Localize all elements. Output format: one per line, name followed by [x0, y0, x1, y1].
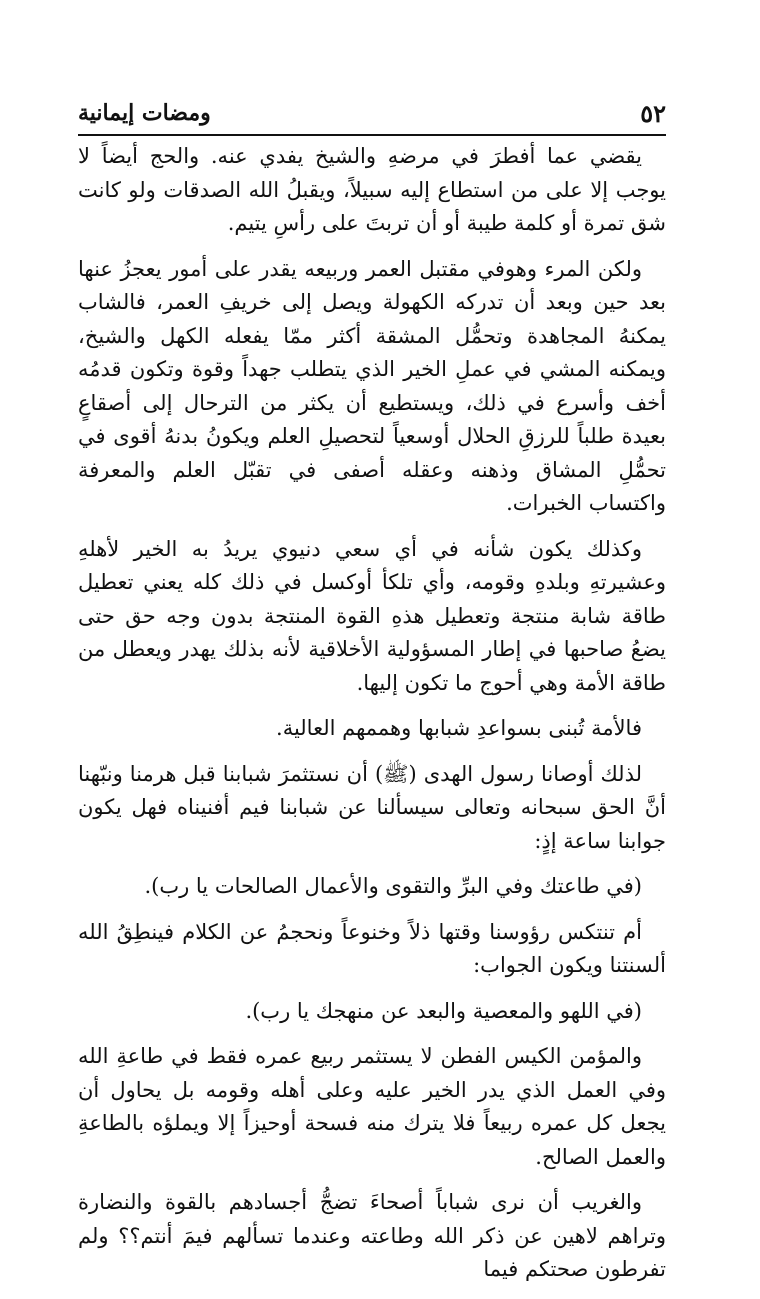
book-title: ومضات إيمانية [78, 100, 211, 126]
paragraph: وكذلك يكون شأنه في أي سعي دنيوي يريدُ به الخير لأهلهِ وعشيرتهِ وبلدهِ وقومه، وأي تلكأ أوكسل في ذلك كله يعني تعطيل طاقة شابة منتجة وتعطيل هذهِ القوة المنتجة بدون وجه حق حتى يضعُ صاحبها في إطار المسؤولية الأخلاقية لأنه بذلك يهدر ويعطل من طاقة الأمة وهي أحوج ما تكون إليها. [78, 536, 666, 695]
paragraph: فالأمة تُبنى بسواعدِ شبابها وهممهم العالية. [276, 716, 642, 740]
paragraph: يقضي عما أفطرَ في مرضهِ والشيخ يفدي عنه. والحج أيضاً لا يوجب إلا على من استطاع إليه سبيلاً، ويقبلُ الله الصدقات ولو كانت شق تمرة أو كلمة طيبة أو أن تربتَ على رأسِ يتيم. [78, 144, 666, 235]
page-number: ٥٢ [640, 98, 666, 128]
page-body [78, 140, 666, 1299]
paragraph: ولكن المرء وهوفي مقتبل العمر وربيعه يقدر على أمور يعجزُ عنها بعد حين وبعد أن تدركه الكهولة ويصل إلى خريفِ العمر، فالشاب يمكنهُ المجاهدة وتحمُّل المشقة أكثر ممّا يفعله الكهل والشيخ، ويمكنه المشي في عملِ الخير الذي يتطلب جهداً وقوة وتكون قدمُه أخف وأسرع في ذلك، ويستطيع أن يكثر من الترحال إلى أصقاعٍ بعيدة طلباً للرزقِ الحلال أوسعياً لتحصيلِ العلم ويكونُ بدنهُ أقوى في تحمُّلِ المشاق وذهنه وعقله أصفى في تقبّل العلم والمعرفة واكتساب الخبرات. [78, 256, 666, 515]
quoted-answer: (في اللهو والمعصية والبعد عن منهجك يا رب). [245, 998, 642, 1023]
running-head [78, 96, 666, 130]
paragraph: والغريب أن نرى شباباً أصحاءَ تضجُّ أجسادهم بالقوة والنضارة وتراهم لاهين عن ذكر الله وطاعته وعندما تسألهم فيمَ أنتم؟؟ ولم تفرطون صحتكم فيما [78, 1190, 666, 1281]
quoted-answer: (في طاعتك وفي البرِّ والتقوى والأعمال الصالحات يا رب). [144, 874, 642, 898]
header-rule [78, 134, 666, 136]
paragraph: أم تنتكس رؤوسنا وقتها ذلاً وخنوعاً ونحجمُ عن الكلام فينطِقُ الله ألسنتنا ويكون الجواب: [78, 919, 666, 977]
paragraph: والمؤمن الكيس الفطن لا يستثمر ربيع عمره فقط في طاعةِ الله وفي العمل الذي يدر الخير عليه وعلى أهله وقومه بل يحاول أن يجعل كل عمره ربيعاً فلا يترك منه فسحة أوحيزاً إلا ويملؤه بالطاعةِ والعمل الصالح. [78, 1044, 666, 1169]
paragraph: لذلك أوصانا رسول الهدى (ﷺ) أن نستثمرَ شبابنا قبل هرمنا ونبّهنا أنَّ الحق سبحانه وتعالى سيسألنا عن شبابنا فيم أفنيناه فهل يكون جوابنا ساعة إذٍ: [78, 761, 666, 853]
